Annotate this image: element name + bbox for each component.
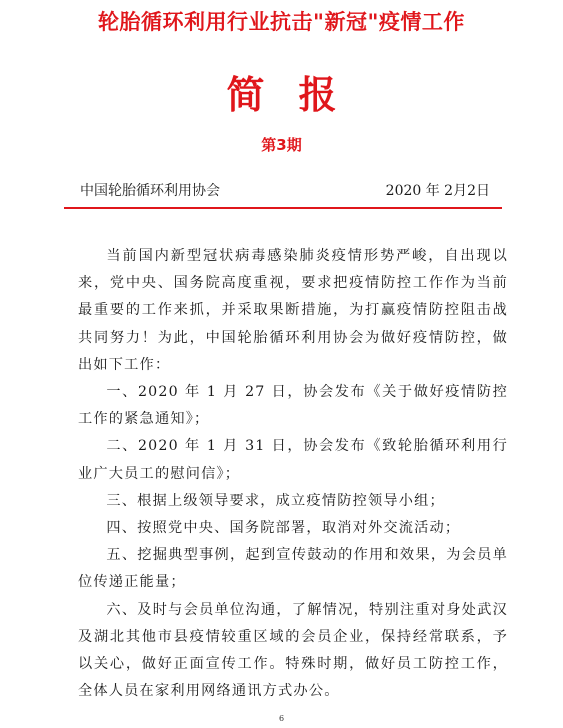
paragraph-item-2: 二、2020 年 1 月 31 日，协会发布《致轮胎循环利用行业广大员工的慰问信》； <box>78 438 508 482</box>
body-text <box>78 243 508 705</box>
paragraph-item-3: 三、根据上级领导要求，成立疫情防控领导小组； <box>106 492 445 509</box>
meta-row <box>80 180 490 200</box>
paragraph-item-1: 一、2020 年 1 月 27 日，协会发布《关于做好疫情防控工作的紧急通知》； <box>78 384 508 428</box>
paragraph-intro: 当前国内新型冠状病毒感染肺炎疫情形势严峻，自出现以来，党中央、国务院高度重视，要求把疫情防控工作作为当前最重要的工作来抓，并采取果断措施，为打赢疫情防控阻击战共同努力！为此，中国轮胎循环利用协会为做好疫情防控，做出如下工作： <box>78 248 508 373</box>
paragraph-item-5: 五、挖掘典型事例，起到宣传鼓动的作用和效果，为会员单位传递正能量； <box>78 547 508 591</box>
issue-number: 第3期 <box>261 136 302 154</box>
paragraph-item-4: 四、按照党中央、国务院部署，取消对外交流活动； <box>106 520 461 537</box>
paragraph-item-6: 六、及时与会员单位沟通，了解情况，特别注重对身处武汉及湖北其他市县疫情较重区域的会员企业，保持经常联系，予以关心，做好正面宣传工作。特殊时期，做好员工防控工作，全体人员在家利用网络通讯方式办公。 <box>78 601 508 700</box>
organization-name: 中国轮胎循环利用协会 <box>80 183 220 199</box>
issue-date: 2020 年 2月2日 <box>385 183 490 199</box>
header-title: 轮胎循环利用行业抗击"新冠"疫情工作 <box>98 10 465 34</box>
red-divider <box>64 207 502 209</box>
page-number: 6 <box>278 714 285 723</box>
bulletin-title: 简报 <box>226 73 371 117</box>
